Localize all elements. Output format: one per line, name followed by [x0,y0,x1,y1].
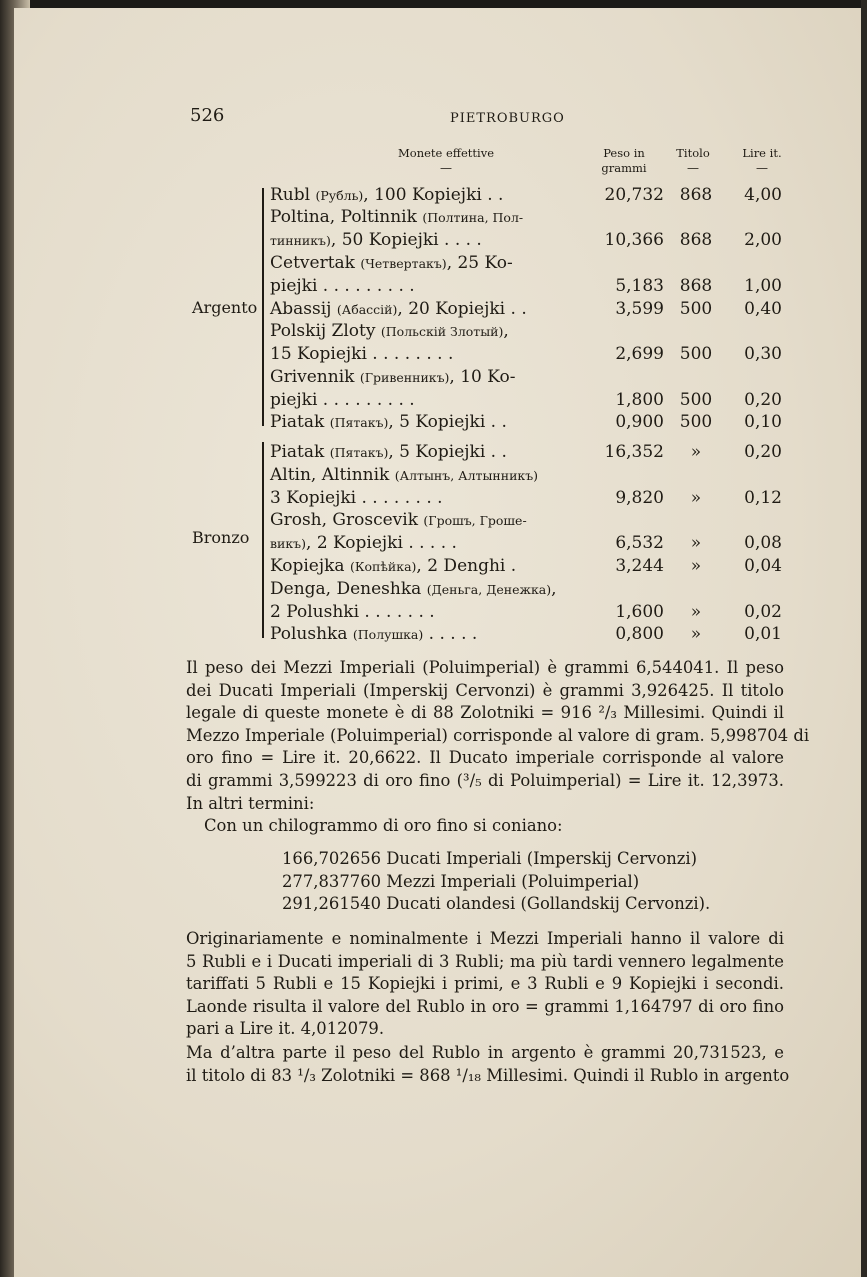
coin-denomination: , 5 Kopiejki . . [388,412,507,432]
coinage-list [282,848,710,916]
running-head: PIETROBURGO [450,111,565,126]
text-line: dei Ducati Imperiali (Imperskij Cervonzi) è grammi 3,926425. Il titolo [186,680,784,700]
header-description: Monete effettive — [398,146,494,175]
coin-name-cyrillic: (Абассій) [336,302,398,317]
coin-name-cyrillic: (Пятакъ) [329,445,389,460]
coin-name: Denga, Deneshka [270,579,427,599]
paragraph-intro-list: Con un chilogrammo di oro fino si coniano: [204,816,563,835]
cell-titolo: 500 [679,390,713,410]
table-row-description [270,275,415,298]
table-row-description [270,601,435,624]
coin-name: 15 Kopiejki . . . . . . . . [270,344,454,364]
text-line: In altri termini: [186,793,315,813]
cell-lire: 0,01 [744,624,782,644]
table-row-description [270,229,482,252]
cell-titolo: » [690,624,702,644]
table-row-description [270,555,516,578]
cell-titolo: » [690,488,702,508]
coin-name: Cetvertak [270,253,361,273]
cell-titolo: » [690,533,702,553]
table-row-description [270,252,513,275]
coin-name-cyrillic: (Гривенникъ) [359,370,450,385]
coin-denomination: , 10 Ko- [449,367,516,387]
bracket-argento [262,188,264,426]
cell-titolo: » [690,556,702,576]
list-item: 277,837760 Mezzi Imperiali (Poluimperial) [282,871,640,891]
header-titolo: Titolo — [676,146,710,175]
coin-name-cyrillic: (Четвертакъ) [360,256,447,271]
group-label-bronzo: Bronzo [192,528,250,547]
page-edge [861,0,867,1277]
cell-lire: 2,00 [744,230,782,250]
cell-weight: 16,352 [604,442,664,462]
paragraph-rubli [186,928,784,1041]
cell-weight: 20,732 [604,185,664,205]
coin-name: Kopiejka [270,556,350,576]
coin-name: 3 Kopiejki . . . . . . . . [270,488,443,508]
coin-denomination: , 25 Ko- [446,253,513,273]
cell-weight: 0,900 [615,412,664,432]
cell-titolo: » [690,442,702,462]
cell-lire: 0,04 [744,556,782,576]
coin-name-cyrillic: (Полтина, Пол- [422,210,524,225]
coin-denomination: , 2 Denghi . [416,556,517,576]
cell-lire: 4,00 [744,185,782,205]
coin-name: Poltina, Poltinnik [270,207,423,227]
text-line: Mezzo Imperiale (Poluimperial) corrisponde al valore di gram. 5,998704 di [186,725,810,745]
coin-name-cyrillic: (Рубль) [315,188,364,203]
bracket-bronzo [262,442,264,638]
coin-name-cyrillic: викъ) [270,536,307,551]
coin-name: Abassij [270,299,337,319]
table-row-description [270,206,523,229]
coin-denomination: , 50 Kopiejki . . . . [330,230,482,250]
header-weight: Peso in grammi [601,146,647,175]
text-line: 5 Rubli e i Ducati imperiali di 3 Rubli; ma più tardi vennero legalmente [186,951,784,971]
table-row-description [270,487,443,510]
coin-name-cyrillic: (Пятакъ) [329,415,389,430]
cell-weight: 3,599 [615,299,664,319]
cell-titolo: 500 [679,412,713,432]
table-row-description [270,411,507,434]
coin-name-cyrillic: (Грошъ, Гроше- [423,513,527,528]
cell-titolo: 500 [679,299,713,319]
cell-lire: 0,40 [744,299,782,319]
coin-name: piejki . . . . . . . . . [270,276,415,296]
table-row-description [270,320,509,343]
text-line: Originariamente e nominalmente i Mezzi Imperiali hanno il valore di [186,929,784,948]
text-line: Laonde risulta il valore del Rublo in oro = grammi 1,164797 di oro fino [186,996,784,1016]
coin-name: Polskij Zloty [270,321,381,341]
table-row-description [270,441,507,464]
coin-name-cyrillic: тинникъ) [270,233,331,248]
coin-denomination: , 2 Kopiejki . . . . . [306,533,457,553]
cell-weight: 1,800 [615,390,664,410]
cell-weight: 3,244 [615,556,664,576]
coin-name: Piatak [270,412,330,432]
table-row-description [270,578,557,601]
text-line: Ma d’altra parte il peso del Rublo in argento è grammi 20,731523, e [186,1043,784,1062]
coin-denomination: . . . . . [423,624,478,644]
table-row-description [270,389,415,412]
cell-lire: 0,02 [744,602,782,622]
table-row-description [270,464,538,487]
coin-name: Rubl [270,185,316,205]
text-line: Il peso dei Mezzi Imperiali (Poluimperial) è grammi 6,544041. Il peso [186,658,784,677]
cell-weight: 5,183 [615,276,664,296]
coin-denomination: , [551,579,557,599]
coin-denomination: , 20 Kopiejki . . [397,299,527,319]
text-line: il titolo di 83 ¹/₃ Zolotniki = 868 ¹/₁₈ Millesimi. Quindi il Rublo in argento [186,1065,790,1085]
cell-weight: 0,800 [615,624,664,644]
table-row-description [270,366,516,389]
table-row-description [270,184,503,207]
coin-name: piejki . . . . . . . . . [270,390,415,410]
coin-name-cyrillic: (Деньга, Денежка) [426,582,552,597]
paragraph-weights [186,657,810,815]
cell-lire: 0,20 [744,442,782,462]
text-line: oro fino = Lire it. 20,6622. Il Ducato imperiale corrisponde al valore [186,748,784,768]
page-number: 526 [190,105,225,126]
table-row-description [270,343,453,366]
cell-lire: 0,12 [744,488,782,508]
table-row-description [270,509,527,532]
table-row-description [270,623,477,646]
cell-weight: 1,600 [615,602,664,622]
text-line: pari a Lire it. 4,012079. [186,1019,385,1039]
cell-lire: 0,10 [744,412,782,432]
cell-lire: 1,00 [744,276,782,296]
text-line: tariffati 5 Rubli e 15 Kopiejki i primi, e 3 Rubli e 9 Kopiejki i secondi. [186,974,784,994]
cell-titolo: 868 [679,185,713,205]
cell-weight: 10,366 [604,230,664,250]
cell-lire: 0,20 [744,390,782,410]
group-label-argento: Argento [192,298,258,317]
cell-weight: 6,532 [615,533,664,553]
coin-name-cyrillic: (Полушка) [352,627,424,642]
header-lire: Lire it. — [742,146,782,175]
coin-denomination: , [503,321,509,341]
list-item: 166,702656 Ducati Imperiali (Imperskij Cervonzi) [282,849,698,868]
coin-name: Grosh, Groscevik [270,510,424,530]
table-row-description [270,532,457,555]
coin-name: Polushka [270,624,353,644]
coin-name: Grivennik [270,367,360,387]
coin-name: Altin, Altinnik [270,465,395,485]
cell-weight: 2,699 [615,344,664,364]
cell-lire: 0,30 [744,344,782,364]
coin-name-cyrillic: (Польскій Злотый) [380,324,504,339]
cell-titolo: 500 [679,344,713,364]
table-row-description [270,298,527,321]
paragraph-argento [186,1042,790,1087]
list-item: 291,261540 Ducati olandesi (Gollandskij Cervonzi). [282,894,711,914]
coin-denomination: , 5 Kopiejki . . [388,442,507,462]
text-line: di grammi 3,599223 di oro fino (³/₅ di Poluimperial) = Lire it. 12,3973. [186,770,784,790]
cell-lire: 0,08 [744,533,782,553]
cell-weight: 9,820 [615,488,664,508]
coin-name-cyrillic: (Алтынъ, Алтынникъ) [394,468,539,483]
coin-denomination: , 100 Kopiejki . . [363,185,504,205]
coin-name-cyrillic: (Копѣйка) [349,559,417,574]
text-line: legale di queste monete è di 88 Zolotniki = 916 ²/₃ Millesimi. Quindi il [186,703,784,723]
coin-name: 2 Polushki . . . . . . . [270,602,435,622]
coin-name: Piatak [270,442,330,462]
cell-titolo: » [690,602,702,622]
cell-titolo: 868 [679,276,713,296]
cell-titolo: 868 [679,230,713,250]
